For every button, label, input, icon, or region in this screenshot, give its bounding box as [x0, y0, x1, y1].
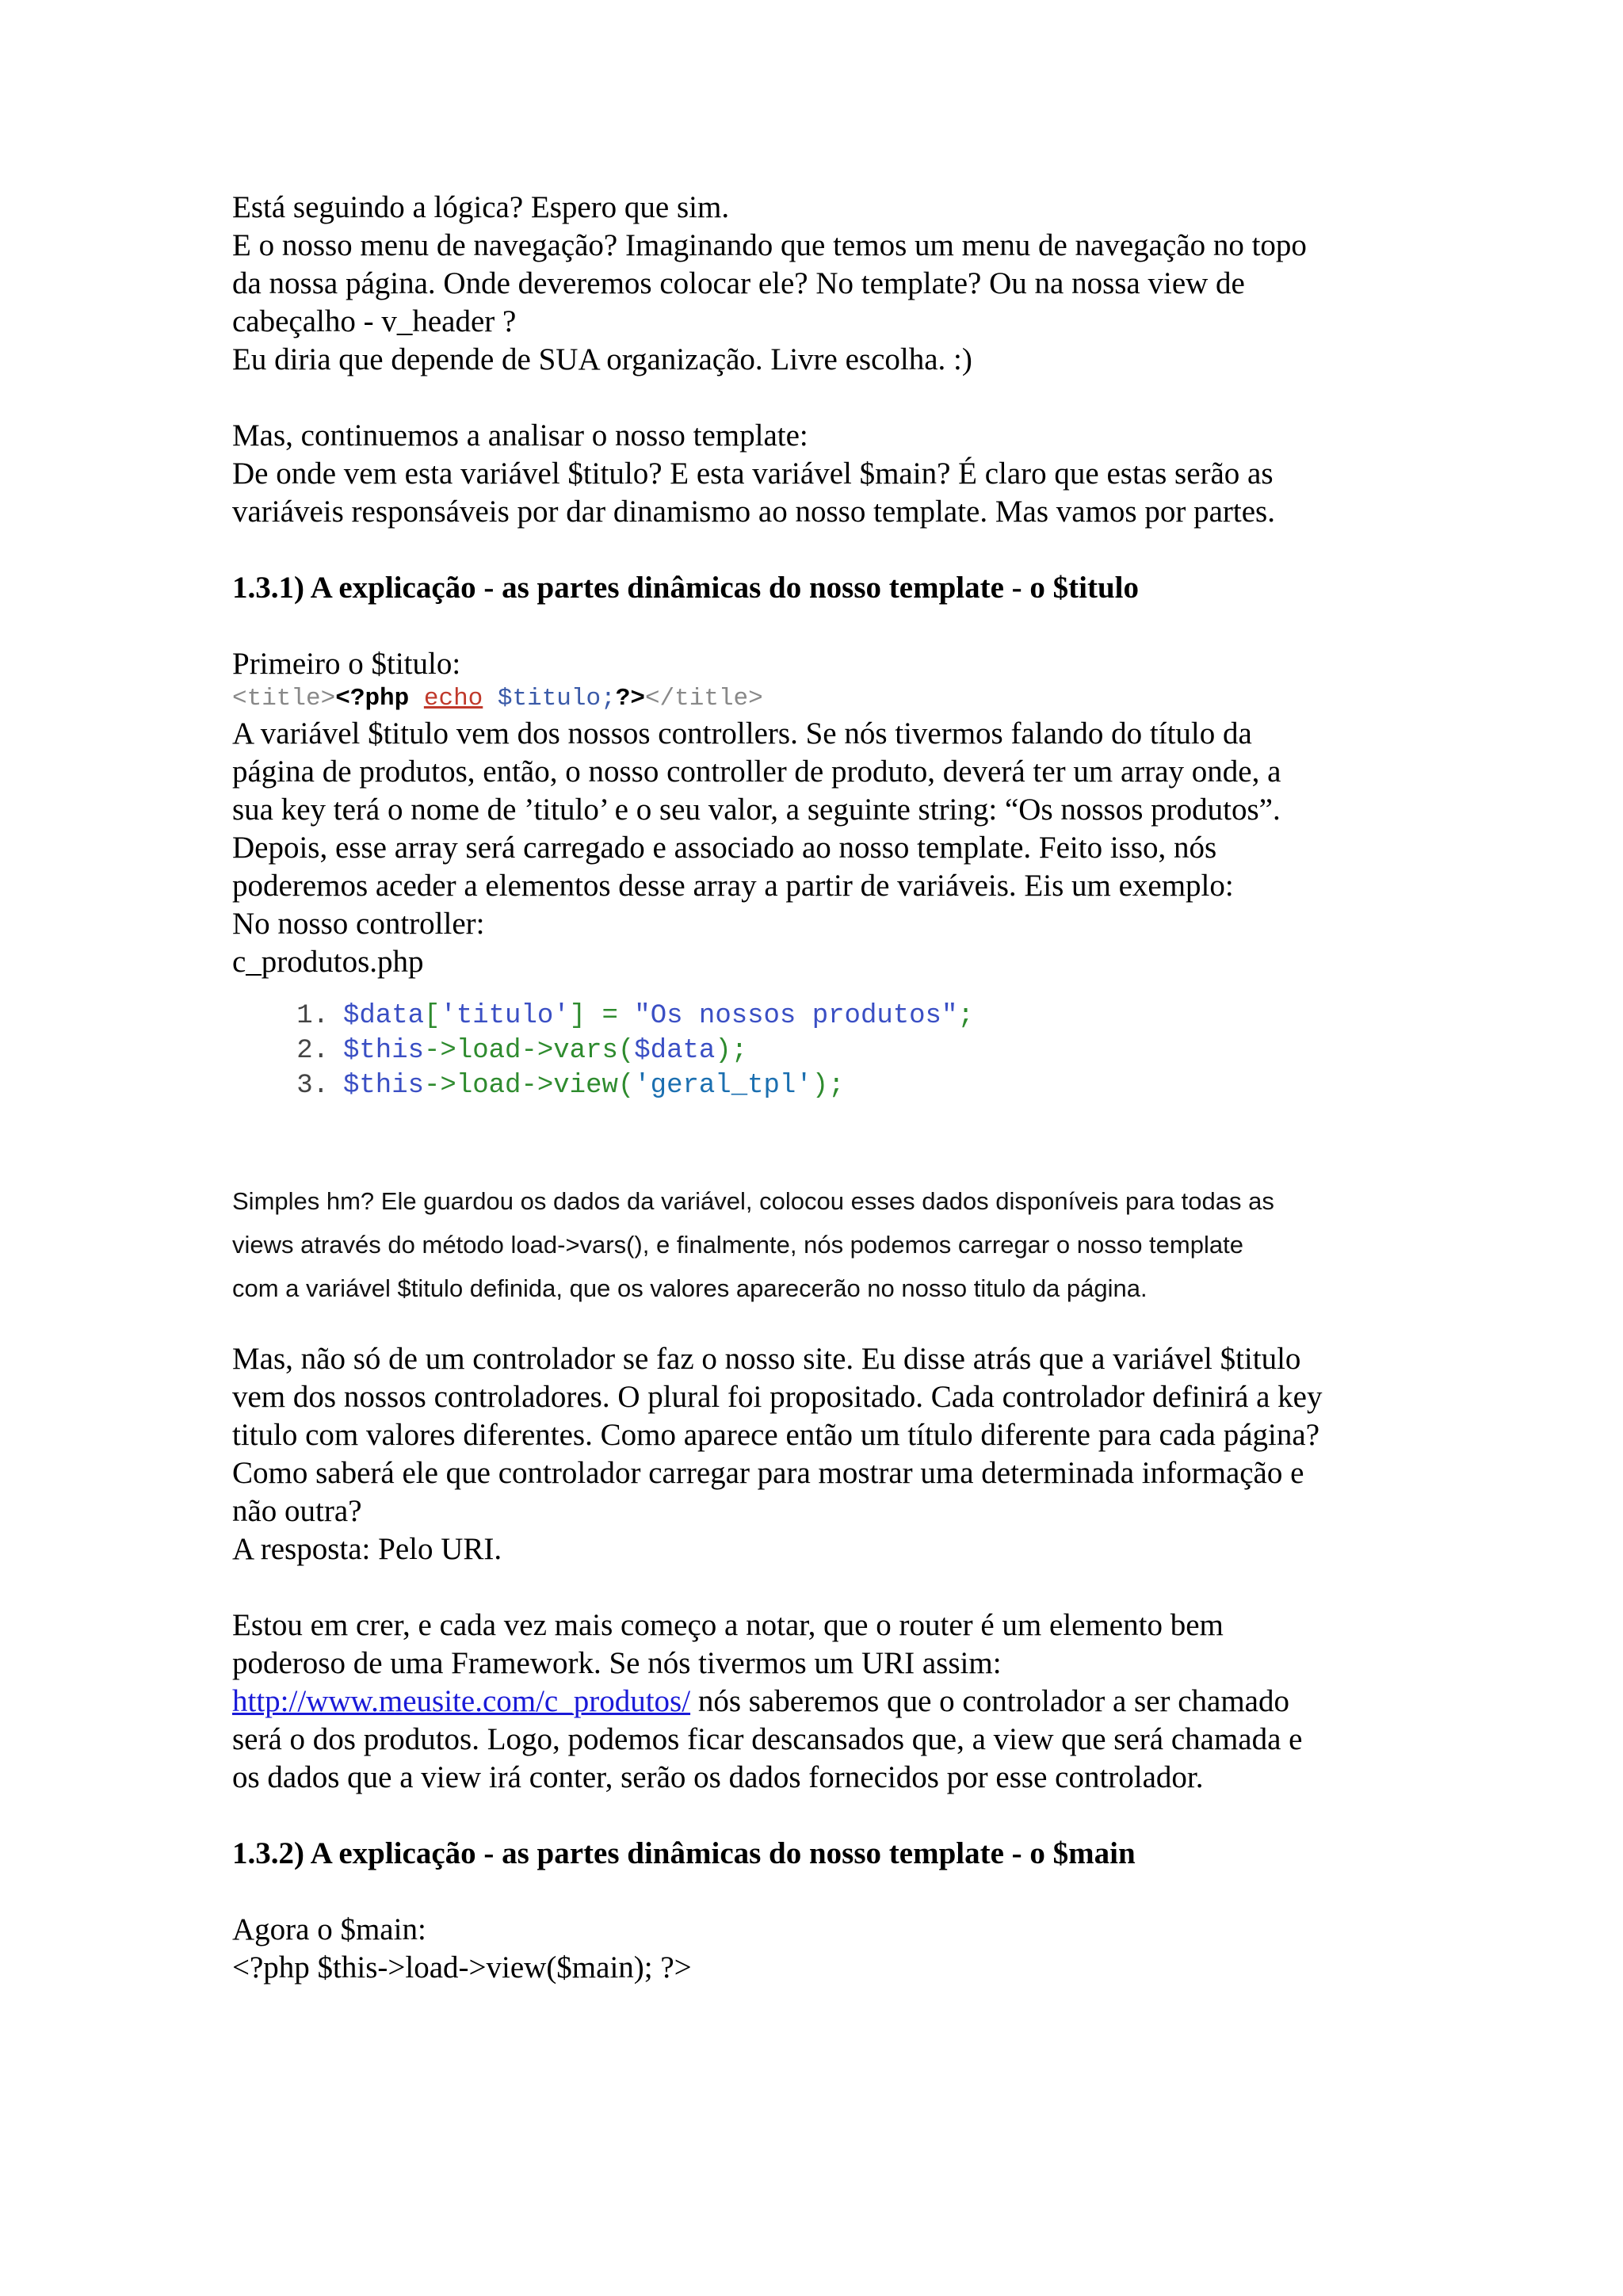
line-number: 2. — [296, 1036, 329, 1066]
code-token: $this — [343, 1071, 425, 1101]
text-line: poderoso de uma Framework. Se nós tivermos um URI assim: — [232, 1646, 1002, 1680]
text-line: A resposta: Pelo URI. — [232, 1532, 502, 1566]
code-token: ->load->view( — [424, 1071, 635, 1101]
text-line: cabeçalho - v_header ? — [232, 304, 517, 338]
text-line: No nosso controller: — [232, 907, 485, 941]
text-line: com a variável $titulo definida, que os valores aparecerão no nosso titulo da página. — [232, 1274, 1148, 1302]
text-line: Está seguindo a lógica? Espero que sim. — [232, 190, 730, 224]
text-line: views através do método load->vars(), e finalmente, nós podemos carregar o nosso template — [232, 1231, 1243, 1259]
code-block — [232, 999, 1405, 1103]
code-token: ); — [812, 1071, 845, 1101]
text-line: será o dos produtos. Logo, podemos ficar descansados que, a view que será chamada e — [232, 1722, 1303, 1756]
text-line: da nossa página. Onde deveremos colocar ele? No template? Ou na nossa view de — [232, 266, 1245, 300]
text-line: vem dos nossos controladores. O plural foi propositado. Cada controlador definirá a key — [232, 1380, 1323, 1414]
text-line: Mas, não só de um controlador se faz o nosso site. Eu disse atrás que a variável $titulo — [232, 1342, 1301, 1376]
code-token: <title> — [232, 685, 336, 712]
code-line — [232, 999, 1405, 1033]
code-token: echo — [423, 685, 483, 712]
uri-link[interactable]: http://www.meusite.com/c_produtos/ — [232, 1684, 691, 1718]
line-number: 1. — [296, 1001, 329, 1031]
text-line: c_produtos.php — [232, 945, 424, 979]
code-token: 'geral_tpl' — [634, 1071, 812, 1101]
text-line: variáveis responsáveis por dar dinamismo ao nosso template. Mas vamos por partes. — [232, 495, 1275, 529]
text-line: titulo com valores diferentes. Como aparece então um título diferente para cada página? — [232, 1418, 1320, 1452]
text-line: não outra? — [232, 1494, 362, 1528]
code-line — [232, 1068, 1405, 1103]
code-token: $data — [634, 1036, 716, 1066]
text-line: poderemos aceder a elementos desse array a partir de variáveis. Eis um exemplo: — [232, 869, 1234, 903]
code-token: <?php — [335, 685, 410, 712]
code-token: ?> — [615, 685, 645, 712]
text-line — [232, 1683, 1405, 1721]
line-number: 3. — [296, 1071, 329, 1101]
text-line: <?php $this->load->view($main); ?> — [232, 1950, 692, 1985]
section-heading: 1.3.2) A explicação - as partes dinâmicas do nosso template - o $main — [232, 1836, 1136, 1870]
text-line: página de produtos, então, o nosso controller de produto, deverá ter um array onde, a — [232, 755, 1281, 789]
code-token: $data — [343, 1001, 425, 1031]
code-token: ; — [957, 1001, 974, 1031]
text-line: Agora o $main: — [232, 1912, 426, 1946]
code-token: ->load->vars( — [424, 1036, 635, 1066]
text-line: Primeiro o $titulo: — [232, 647, 461, 681]
section-heading: 1.3.1) A explicação - as partes dinâmicas do nosso template - o $titulo — [232, 571, 1139, 605]
text-line: Estou em crer, e cada vez mais começo a notar, que o router é um elemento bem — [232, 1608, 1224, 1642]
document-body — [232, 189, 1405, 1987]
text-line: Mas, continuemos a analisar o nosso template: — [232, 418, 808, 453]
code-token: 'titulo' — [440, 1001, 570, 1031]
code-token: "Os nossos produtos" — [634, 1001, 958, 1031]
text-line: sua key terá o nome de ’titulo’ e o seu valor, a seguinte string: “Os nossos produtos”. — [232, 793, 1281, 827]
code-token: $titulo; — [497, 685, 616, 712]
inline-code — [232, 683, 1405, 715]
text-line: De onde vem esta variável $titulo? E esta variável $main? É claro que estas serão as — [232, 457, 1274, 491]
sans-paragraph — [232, 1179, 1405, 1310]
code-token: </title> — [644, 685, 763, 712]
text-line: Como saberá ele que controlador carregar para mostrar uma determinada informação e — [232, 1456, 1304, 1490]
code-token: ); — [715, 1036, 748, 1066]
text-line: Depois, esse array será carregado e associado ao nosso template. Feito isso, nós — [232, 831, 1217, 865]
text-line: Eu diria que depende de SUA organização. Livre escolha. :) — [232, 342, 972, 376]
text-span: nós saberemos que o controlador a ser chamado — [690, 1684, 1289, 1718]
text-line: A variável $titulo vem dos nossos controllers. Se nós tivermos falando do título da — [232, 716, 1252, 751]
text-line: os dados que a view irá conter, serão os dados fornecidos por esse controlador. — [232, 1760, 1204, 1794]
code-token: ] = — [569, 1001, 618, 1031]
code-token: $this — [343, 1036, 425, 1066]
code-token: [ — [424, 1001, 441, 1031]
code-line — [232, 1033, 1405, 1068]
text-line: E o nosso menu de navegação? Imaginando que temos um menu de navegação no topo — [232, 228, 1307, 262]
text-line: Simples hm? Ele guardou os dados da variável, colocou esses dados disponíveis para todas as — [232, 1187, 1274, 1215]
